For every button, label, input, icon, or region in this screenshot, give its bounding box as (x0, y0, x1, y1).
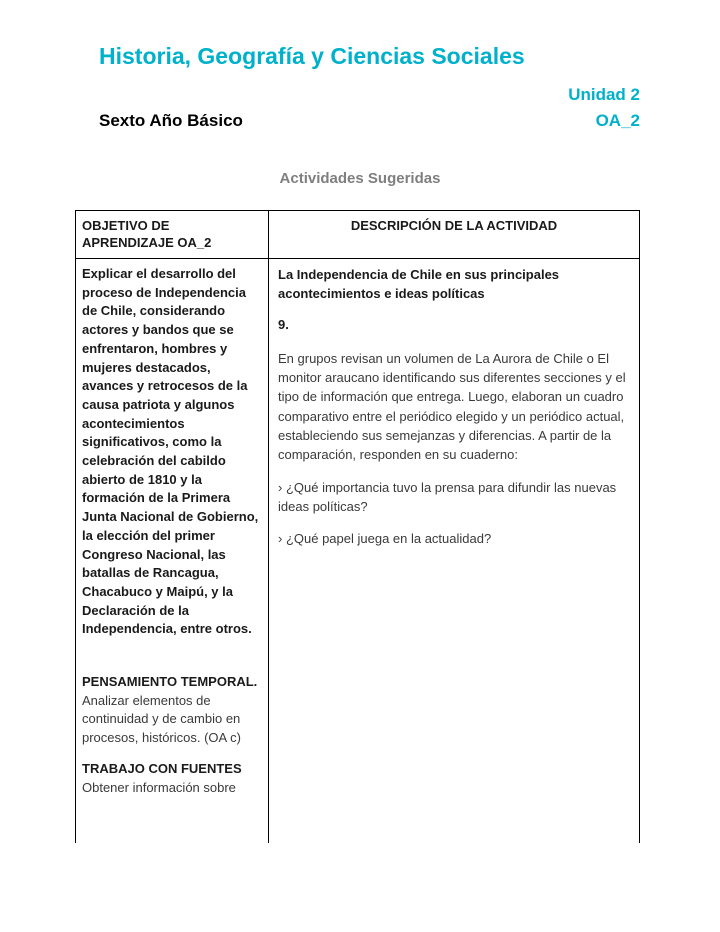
pensamiento-label: PENSAMIENTO TEMPORAL. (82, 674, 258, 690)
description-header-cell: DESCRIPCIÓN DE LA ACTIVIDAD (350, 218, 558, 233)
pensamiento-block (82, 673, 262, 748)
fuentes-block (82, 760, 262, 797)
pensamiento-text: Analizar elementos de continuidad y de cambio en procesos, históricos. (OA c) (82, 692, 241, 746)
unit-label: Unidad 2 (568, 85, 640, 104)
fuentes-label: TRABAJO CON FUENTES (82, 760, 242, 776)
activities-table (75, 210, 640, 843)
oa-label: OA_2 (595, 111, 640, 130)
section-title: Actividades Sugeridas (279, 170, 441, 187)
table-header-row (76, 211, 639, 259)
objective-text: Explicar el desarrollo del proceso de Independencia de Chile, considerando actores y bandos que se enfrentaron, hombres y mujeres destacados, avances y retrocesos de la causa patriota y algunos acontecimientos significativos, como la celebración del cabildo abierto de 1810 y la formación de la Primera Junta Nacional de Gobierno, la elección del primer Congreso Nacional, las batallas de Rancagua, Chacabuco y Maipú, y la Declaración de la Independencia, entre otros. (82, 266, 259, 637)
activity-question-1: › ¿Qué importancia tuvo la prensa para difundir las nuevas ideas políticas? (278, 479, 617, 514)
activity-question-2: › ¿Qué papel juega en la actualidad? (278, 531, 492, 547)
activity-title: La Independencia de Chile en sus principales acontecimientos e ideas políticas (278, 267, 560, 302)
objective-cell (76, 259, 269, 843)
activity-paragraph: En grupos revisan un volumen de La Aurora de Chile o El monitor araucano identificando sus diferentes secciones y el tipo de información que entrega. Luego, elaboran un cuadro comparativo entre el periódico elegido y un periódico actual, estableciendo sus semejanzas y diferencias. A partir de la comparación, responden en su cuaderno: (278, 350, 626, 463)
doc-title: Historia, Geografía y Ciencias Sociales (99, 43, 525, 69)
fuentes-text: Obtener información sobre (82, 779, 236, 795)
table-body-row (76, 259, 639, 843)
grade-label: Sexto Año Básico (99, 111, 243, 130)
activity-cell (269, 259, 639, 843)
activity-number: 9. (278, 316, 289, 332)
objective-header-cell: OBJETIVO DE APRENDIZAJE OA_2 (76, 211, 269, 258)
